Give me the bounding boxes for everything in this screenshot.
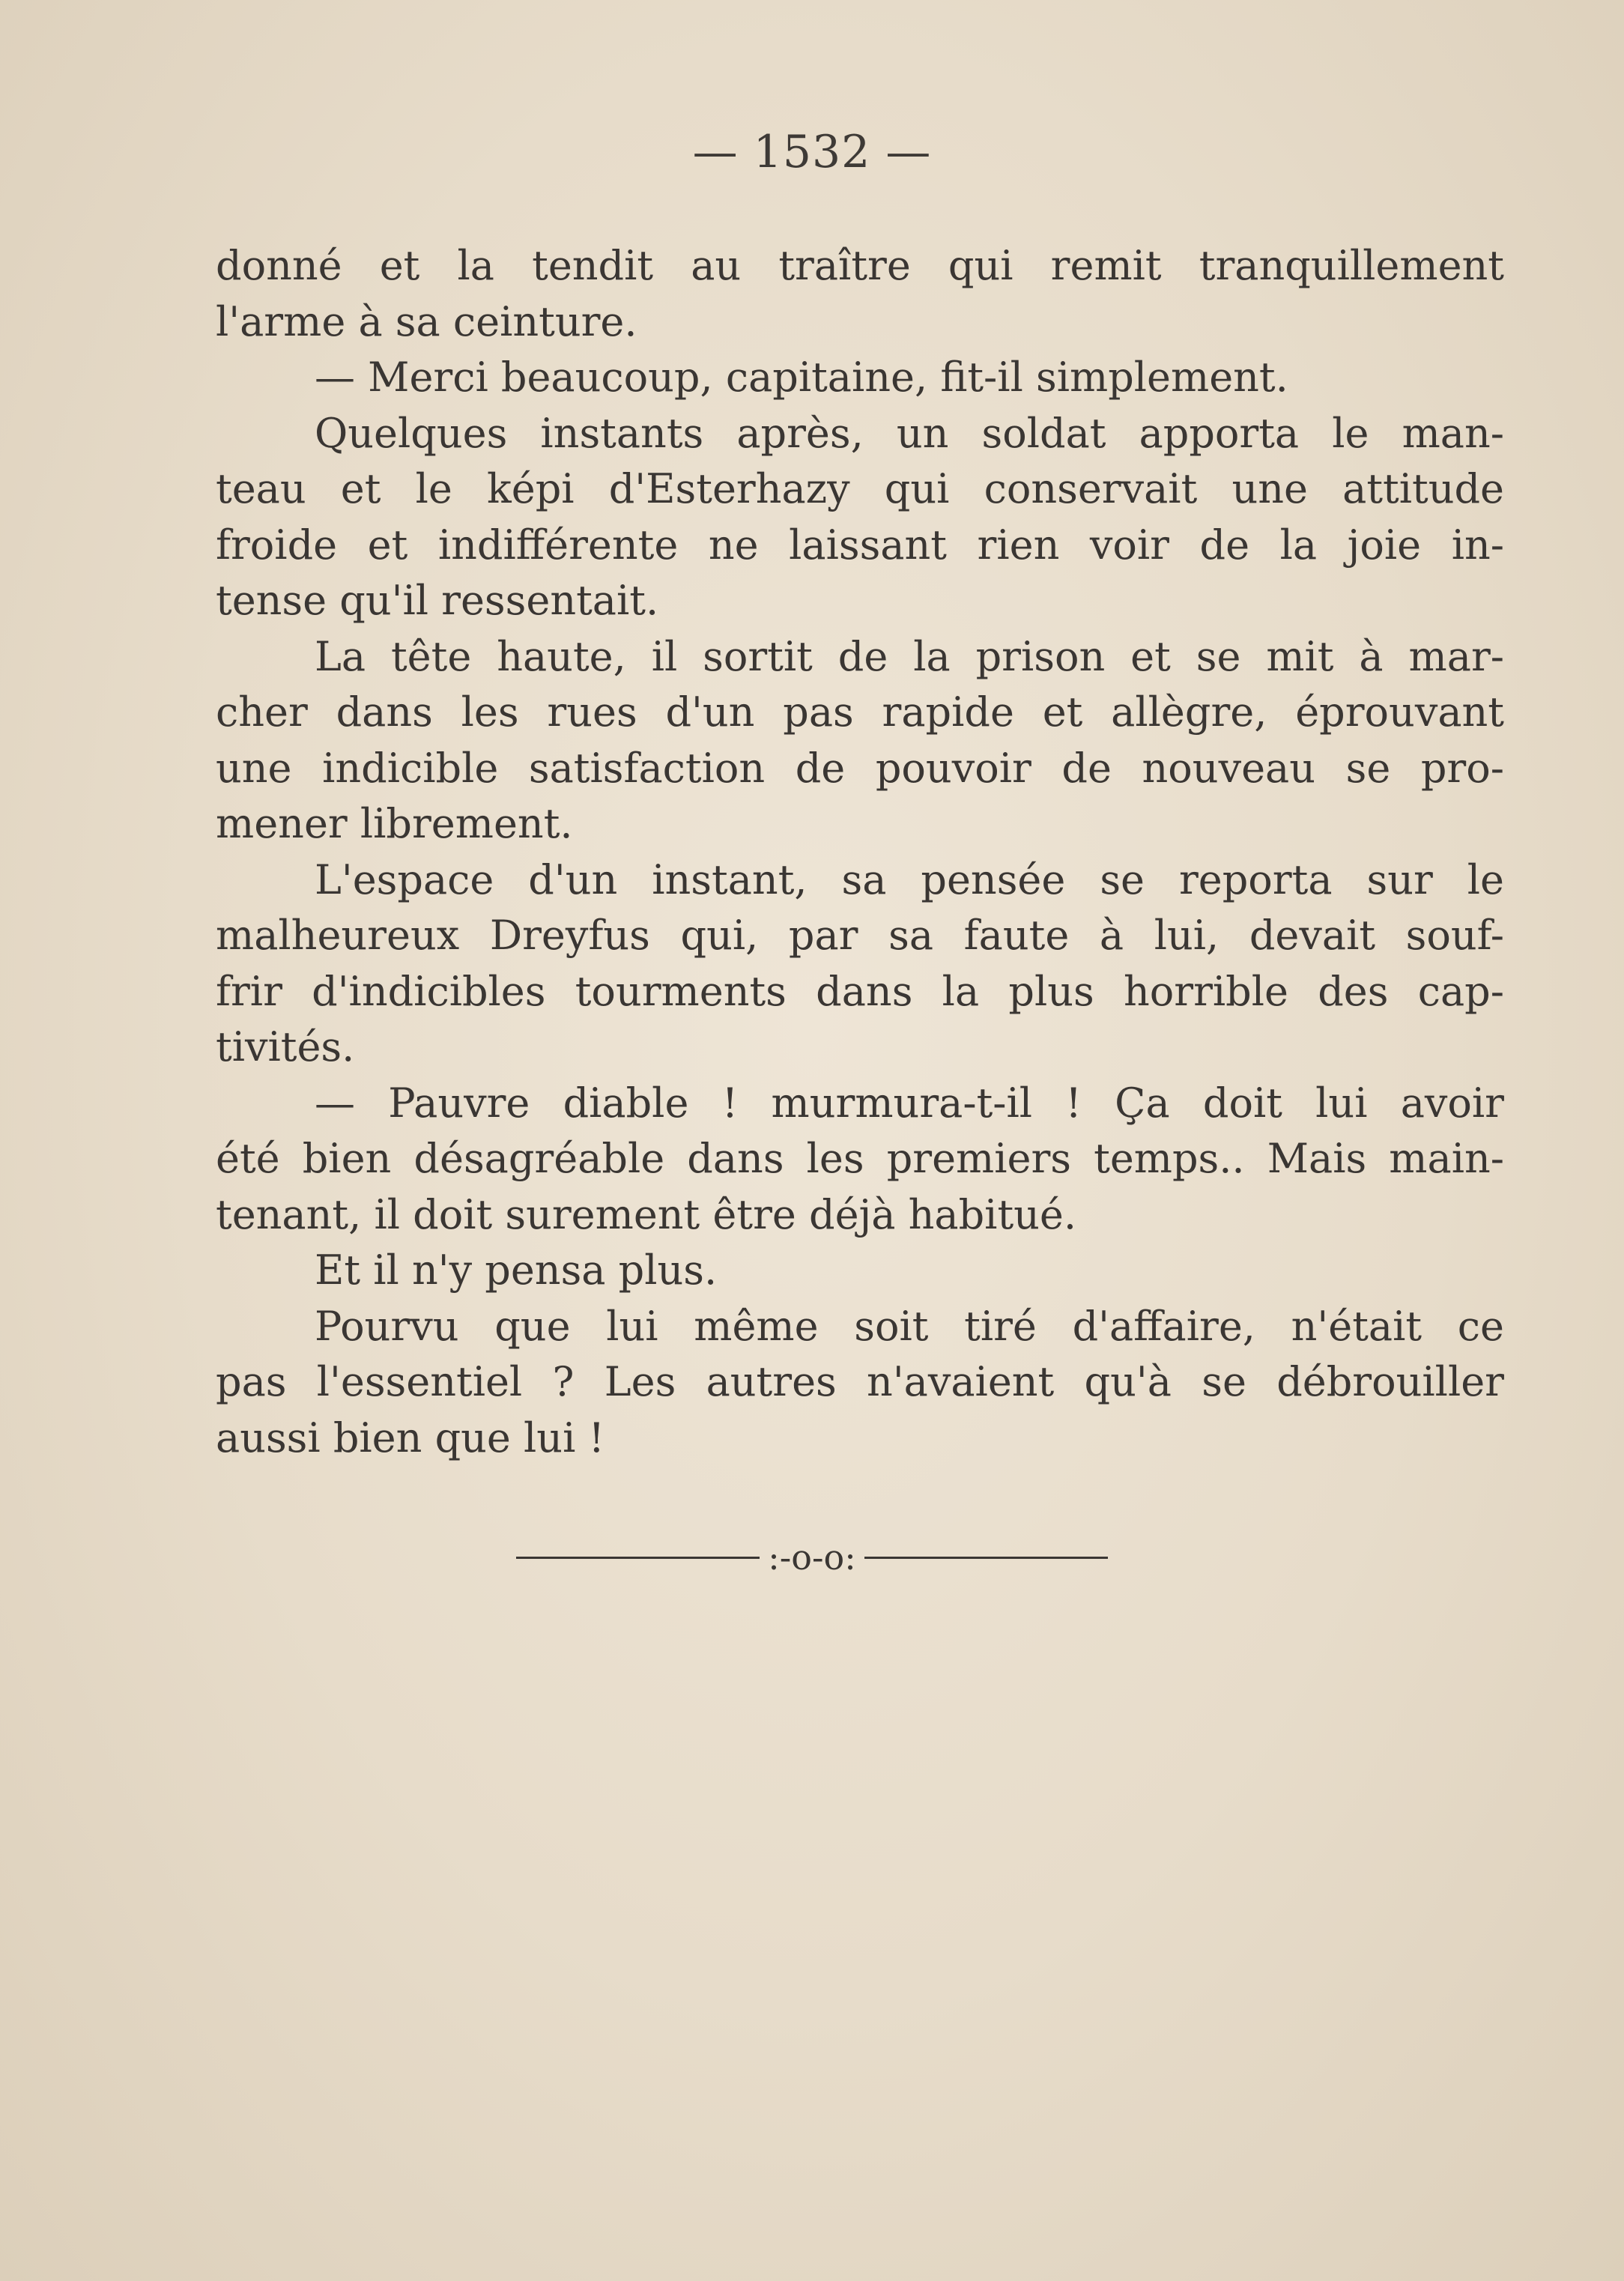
section-end-ornament <box>0 1537 1624 1578</box>
text-line: malheureux Dreyfus qui, par sa faute à lui, devait souf- <box>216 912 1504 959</box>
ornament-rule-left <box>516 1557 760 1559</box>
text-line: teau et le képi d'Esterhazy qui conservait une attitude <box>216 465 1504 512</box>
text-line: L'espace d'un instant, sa pensée se reporta sur le <box>315 855 1504 903</box>
text-line: pas l'essentiel ? Les autres n'avaient qu'à se débrouiller <box>216 1358 1504 1405</box>
text-line: — Merci beaucoup, capitaine, fit-il simplement. <box>315 354 1288 401</box>
text-line: froide et indifférente ne laissant rien voir de la joie in- <box>216 521 1504 569</box>
page-number: — 1532 — <box>692 126 932 178</box>
text-line: mener librement. <box>216 800 573 847</box>
text-line: tense qu'il ressentait. <box>216 577 659 624</box>
text-line: Et il n'y pensa plus. <box>315 1246 718 1294</box>
text-line: — Pauvre diable ! murmura-t-il ! Ça doit lui avoir <box>315 1079 1504 1127</box>
text-line: donné et la tendit au traître qui remit tranquillement <box>216 242 1504 289</box>
text-line: cher dans les rues d'un pas rapide et allègre, éprouvant <box>216 688 1504 736</box>
ornament-mark: :-o-o: <box>768 1537 856 1578</box>
text-line: La tête haute, il sortit de la prison et se mit à mar- <box>315 632 1504 680</box>
text-line: Pourvu que lui même soit tiré d'affaire, n'était ce <box>315 1302 1504 1350</box>
ornament-rule-right <box>864 1557 1108 1559</box>
text-line: tivités. <box>216 1023 355 1070</box>
text-line: Quelques instants après, un soldat apporta le man- <box>315 409 1504 457</box>
text-line: tenant, il doit surement être déjà habitué. <box>216 1190 1077 1238</box>
text-line: l'arme à sa ceinture. <box>216 297 637 345</box>
text-line: frir d'indicibles tourments dans la plus horrible des cap- <box>216 967 1504 1015</box>
body-text <box>216 238 1504 1466</box>
text-line: été bien désagréable dans les premiers temps.. Mais main- <box>216 1135 1504 1182</box>
text-line: une indicible satisfaction de pouvoir de nouveau se pro- <box>216 744 1504 792</box>
text-line: aussi bien que lui ! <box>216 1414 605 1461</box>
